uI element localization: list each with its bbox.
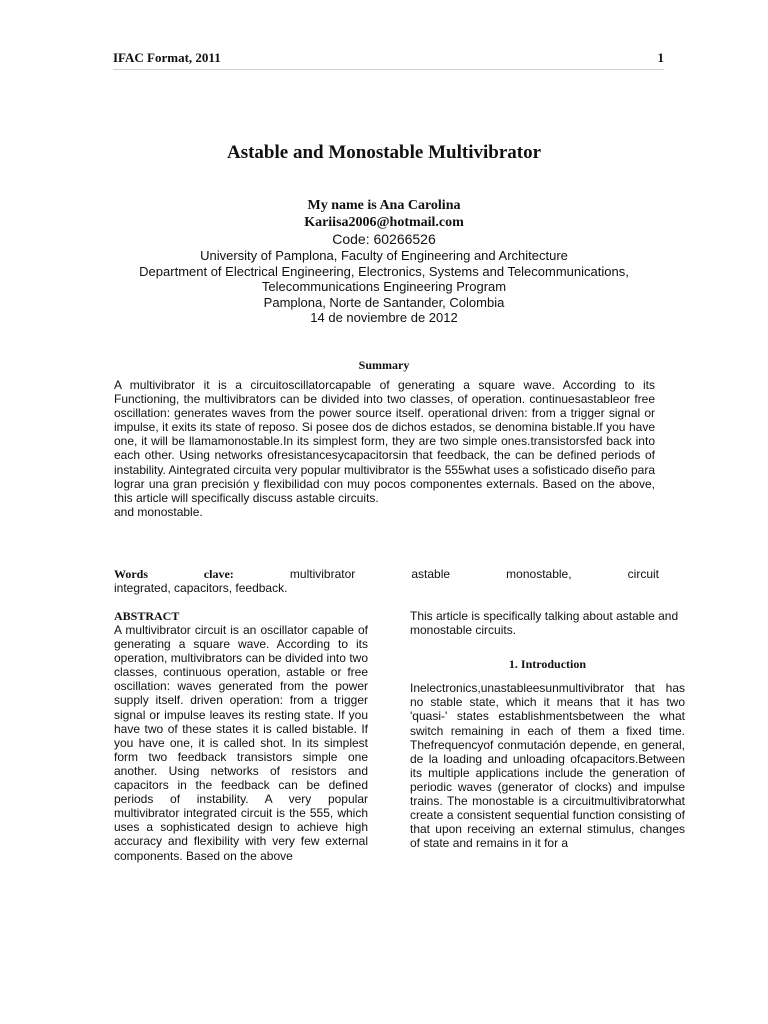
page-number: 1 — [657, 50, 664, 65]
summary-section — [114, 378, 655, 519]
right-column — [410, 609, 685, 850]
header-journal: IFAC Format, 2011 — [113, 50, 221, 65]
keywords-continuation: integrated, capacitors, feedback. — [114, 581, 288, 595]
summary-heading: Summary — [358, 358, 410, 372]
running-header — [113, 50, 664, 70]
author-code: Code: 60266526 — [332, 231, 436, 247]
abstract-text: A multivibrator circuit is an oscillator capable of generating a square wave. According to its operation, multivibrators can be divided into two classes, continuous operation, astable or free oscillation: waves generated from the power supply itself. driven operation: from a trigger signal or impulse leaves its resting state. If you have two of these states it is called bistable. If you have one, it is called shot. In its simplest form two feedback transistors simple one another. Using networks of resistors and capacitors in the feedback can be defined periods of instability. A very popular multivibrator integrated circuit is the 555, which uses a sophisticated design to achieve high accuracy and flexibility with very few external components. Based on the above — [114, 623, 368, 863]
author-block — [0, 197, 768, 326]
summary-last-line: and monostable. — [114, 504, 203, 519]
introduction-heading: 1. Introduction — [508, 657, 587, 672]
affiliation-university: University of Pamplona, Faculty of Engineering and Architecture — [200, 248, 568, 263]
affiliation-program: Telecommunications Engineering Program — [261, 279, 507, 294]
keywords-line — [114, 567, 659, 581]
summary-text: A multivibrator it is a circuitoscillatorcapable of generating a square wave. According to its Functioning, the multivibrators can be divided into two classes, of operation. continuesastableor free oscillation: generates waves from the power source itself. operational driven: from a trigger signal or impulse, it exits its state of reposo. Si posee dos de dichos estados, se denomina bistable.If you have one, it will be llamamonostable.In its simplest form, they are two simple ones.transistorsfed back into each other. Using networks ofresistancesycapacitorsin that feedback, the can be defined periods of instability. Aintegrated circuita very popular multivibrator is the 555what uses a sofisticado diseño para lograr una gran precisión y flexibilidad con muy pocos componentes externals. Based on the above, this article will specifically discuss astable circuits. — [114, 378, 655, 505]
paper-date: 14 de noviembre de 2012 — [310, 310, 458, 325]
introduction-text: Inelectronics,unastableesunmultivibrator that has no stable state, which it means that it has two 'quasi-' states establishmentsbetween the what switch remaining in each of them a fixed time. Thefrequencyof conmutación depende, en general, de la loading and unloading ofcapacitors.Between its multiple applications include the generation of periodic waves (generator of clocks) and impulse trains. The monostable is a circuitmultivibratorwhat create a consistent sequential function consisting of that upon receiving an external stimulus, changes of state and remains in it for a — [410, 681, 685, 851]
abstract-heading: ABSTRACT — [114, 609, 180, 623]
right-lead-text: This article is specifically talking about astable and monostable circuits. — [410, 609, 679, 638]
affiliation-department: Department of Electrical Engineering, Electronics, Systems and Telecommunications, — [139, 263, 629, 279]
abstract-column — [114, 609, 368, 863]
author-name: My name is Ana Carolina — [307, 198, 461, 213]
paper-title: Astable and Monostable Multivibrator — [226, 142, 542, 163]
keywords-list: multivibrator astable monostable, circuit — [289, 567, 659, 581]
keywords-label: Words clave: — [114, 567, 234, 581]
affiliation-location: Pamplona, Norte de Santander, Colombia — [263, 294, 505, 310]
author-email: Kariisa2006@hotmail.com — [304, 215, 464, 230]
